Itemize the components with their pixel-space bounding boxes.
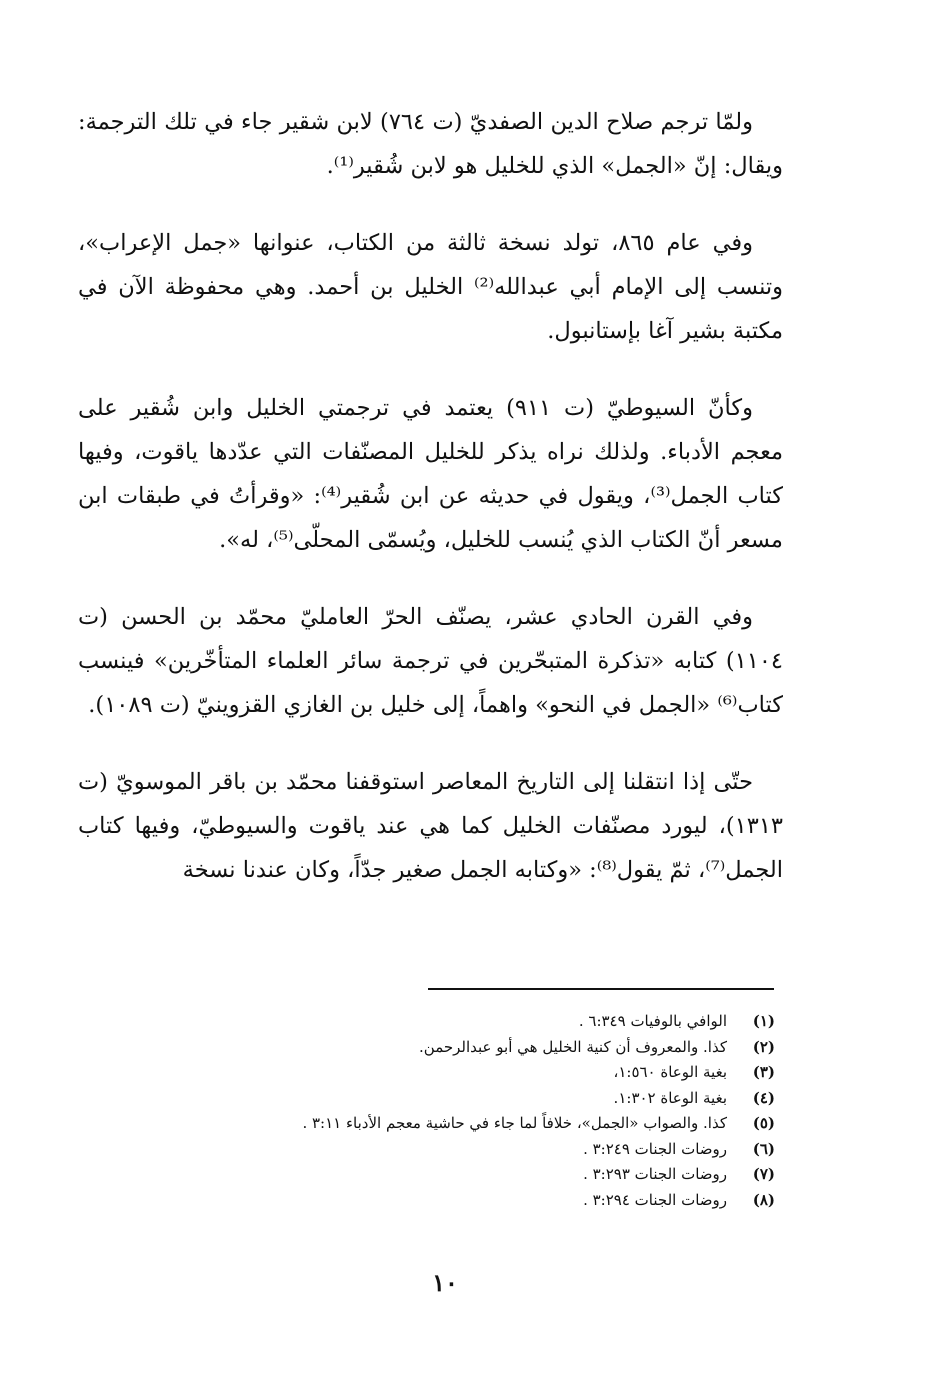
footnote-number: (١) [752,1012,775,1030]
footnote-text: روضات الجنات ٣:٢٤٩ . [583,1139,727,1158]
footnote-number: (٢) [752,1037,775,1056]
footnote-text: روضات الجنات ٣:٢٩٣ . [583,1165,727,1183]
paragraph-3: وكأنّ السيوطيّ (ت ٩١١) يعتمد في ترجمتي الخليل وابن شُقير على معجم الأدباء. ولذلك نراه يذكر للخليل المصنّفات التي عدّدها ياقوت، وفيها كتاب الجمل⁽³⁾، ويقول في حديثه عن ابن شُقير⁽⁴⁾: «وقرأتُ في طبقات ابن مسعر أنّ الكتاب الذي يُنسب للخليل، ويُسمّى المحلّى⁽⁵⁾، له». [78,395,783,553]
footnote-text: روضات الجنات ٣:٢٩٤ . [583,1190,727,1209]
footnotes-list [150,1009,775,1213]
footnote-separator [428,988,774,990]
footnote-number: (٧) [752,1165,775,1183]
footnote-1 [150,1009,775,1035]
paragraph-2: وفي عام ٨٦٥، تولد نسخة ثالثة من الكتاب، عنوانها «جمل الإعراب»، وتنسب إلى الإمام أبي عبدالله⁽²⁾ الخليل بن أحمد. وهي محفوظة الآن في مكتبة بشير آغا بإستانبول. [78,230,783,344]
footnote-text: بغية الوعاة ١:٣٠٢. [613,1088,727,1107]
footnote-number: (٦) [752,1139,775,1158]
footnote-number: (٥) [752,1114,775,1132]
footnote-number: (٣) [752,1063,775,1081]
footnote-text: كذا. والصواب «الجمل»، خلافاً لما جاء في حاشية معجم الأدباء ٣:١١ . [302,1114,727,1132]
footnote-number: (٨) [752,1190,775,1209]
footnote-6 [150,1137,775,1163]
footnote-5 [150,1111,775,1137]
footnote-3 [150,1060,775,1086]
footnote-4 [150,1086,775,1112]
paragraph-1: ولمّا ترجم صلاح الدين الصفديّ (ت ٧٦٤) لابن شقير جاء في تلك الترجمة: ويقال: إنّ «الجمل» الذي للخليل هو لابن شُقير⁽¹⁾. [78,109,783,179]
footnote-text: بغية الوعاة ١:٥٦٠، [613,1063,727,1081]
main-text [78,100,783,925]
footnote-text: كذا. والمعروف أن كنية الخليل هي أبو عبدالرحمن. [419,1037,727,1056]
footnote-text: الوافي بالوفيات ٦:٣٤٩ . [578,1012,727,1030]
footnote-7 [150,1162,775,1188]
page-number: ١٠ [432,1268,458,1297]
footnote-2 [150,1035,775,1061]
footnote-8 [150,1188,775,1214]
paragraph-4: وفي القرن الحادي عشر، يصنّف الحرّ العامليّ محمّد بن الحسن (ت ١١٠٤) كتابه «تذكرة المتبحّرين في ترجمة سائر العلماء المتأخّرين» فينسب كتاب⁽⁶⁾ «الجمل في النحو» واهماً، إلى خليل بن الغازي القزوينيّ (ت ١٠٨٩). [78,604,783,718]
footnote-number: (٤) [752,1088,775,1107]
paragraph-5: حتّى إذا انتقلنا إلى التاريخ المعاصر استوقفنا محمّد بن باقر الموسويّ (ت ١٣١٣)، ليورد مصنّفات الخليل كما هي عند ياقوت والسيوطيّ، وفيها كتاب الجمل⁽⁷⁾، ثمّ يقول⁽⁸⁾: «وكتابه الجمل صغير جدّاً، وكان عندنا نسخة [78,769,783,883]
